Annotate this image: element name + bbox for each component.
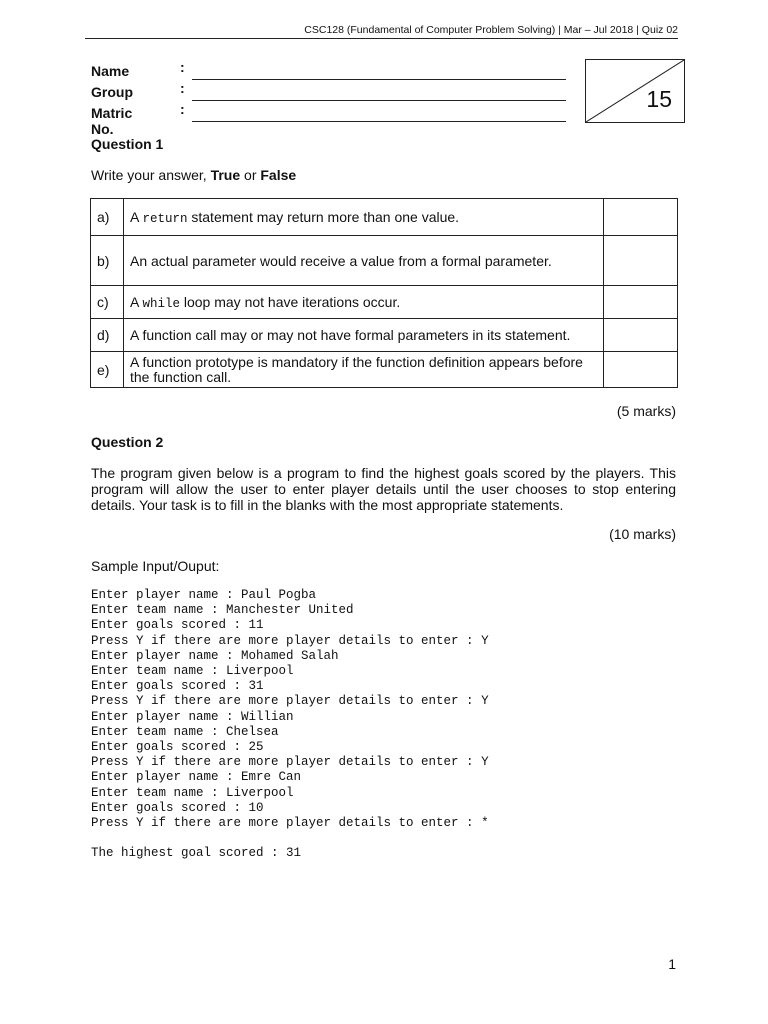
table-row — [91, 319, 678, 352]
score-box — [585, 59, 685, 123]
row-statement: A while loop may not have iterations occur. — [124, 286, 604, 319]
matric-field[interactable] — [192, 121, 566, 122]
score-total: 15 — [646, 86, 672, 112]
question-2-title: Question 2 — [91, 434, 164, 450]
name-field[interactable] — [192, 79, 566, 80]
true-false-table — [90, 198, 678, 388]
question-1-instruction — [91, 167, 296, 183]
code-while: while — [142, 296, 180, 311]
answer-cell[interactable] — [604, 319, 678, 352]
name-colon: : — [180, 59, 185, 75]
page-number: 1 — [668, 956, 676, 972]
answer-cell[interactable] — [604, 352, 678, 388]
matric-label: Matric No. — [91, 105, 133, 137]
group-field[interactable] — [192, 100, 566, 101]
answer-cell[interactable] — [604, 236, 678, 286]
row-letter: c) — [91, 286, 124, 319]
instruction-prefix: Write your answer, — [91, 167, 211, 183]
row-statement: A function prototype is mandatory if the function definition appears before the function call. — [124, 352, 604, 388]
sample-io-block: Enter player name : Paul Pogba Enter team name : Manchester United Enter goals scored : 11 Press Y if there are more player details to enter : Y Enter player name : Mohamed Salah Enter team name : Liverpool Enter goals scored : 31 Press Y if there are more player details to enter : Y Enter player name : Willian Enter team name : Chelsea Enter goals scored : 25 Press Y if there are more player details to enter : Y Enter player name : Emre Can Enter team name : Liverpool Enter goals scored : 10 Press Y if there are more player details to enter : * — [91, 588, 489, 831]
row-statement: A return statement may return more than one value. — [124, 199, 604, 236]
instruction-true: True — [210, 167, 241, 183]
code-return: return — [142, 211, 188, 226]
row-letter: b) — [91, 236, 124, 286]
page-header: CSC128 (Fundamental of Computer Problem Solving) | Mar – Jul 2018 | Quiz 02 — [85, 24, 678, 39]
row-letter: d) — [91, 319, 124, 352]
table-row — [91, 286, 678, 319]
group-colon: : — [180, 80, 185, 96]
sample-result: The highest goal scored : 31 — [91, 846, 302, 860]
instruction-or: or — [240, 167, 261, 183]
group-label: Group — [91, 84, 133, 100]
answer-cell[interactable] — [604, 286, 678, 319]
row-statement: A function call may or may not have formal parameters in its statement. — [124, 319, 604, 352]
question-1-title: Question 1 — [91, 136, 164, 152]
sample-label: Sample Input/Ouput: — [91, 558, 220, 574]
table-row — [91, 352, 678, 388]
table-row — [91, 236, 678, 286]
row-statement: An actual parameter would receive a value from a formal parameter. — [124, 236, 604, 286]
question-2-description: The program given below is a program to find the highest goals scored by the players. This program will allow the user to enter player details until the user chooses to stop entering details. Your task is to fill in the blanks with the most appropriate statements. — [91, 465, 676, 513]
answer-cell[interactable] — [604, 199, 678, 236]
instruction-false: False — [260, 167, 297, 183]
table-row — [91, 199, 678, 236]
name-label: Name — [91, 63, 130, 79]
row-letter: e) — [91, 352, 124, 388]
row-letter: a) — [91, 199, 124, 236]
matric-colon: : — [180, 101, 185, 117]
question-2-marks: (10 marks) — [609, 526, 676, 542]
question-1-marks: (5 marks) — [616, 403, 676, 419]
